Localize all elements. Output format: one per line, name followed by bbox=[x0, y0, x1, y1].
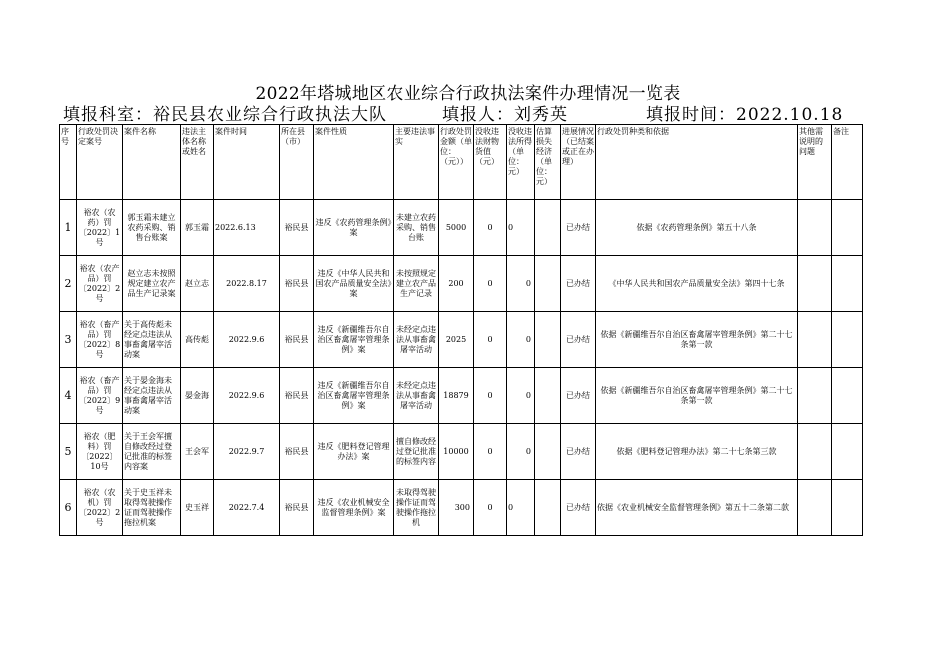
cell-economic-loss bbox=[535, 424, 561, 480]
cell-nature: 违反《新疆维吾尔自治区畜禽屠宰管理条例》案 bbox=[314, 312, 394, 368]
cell-case-name: 关于史玉祥未取得驾驶操作证而驾驶操作拖拉机案 bbox=[123, 480, 181, 536]
reporter: 填报人：刘秀英 bbox=[442, 105, 568, 125]
cell-progress: 已办结 bbox=[561, 424, 596, 480]
cell-nature: 违反《肥料登记管理办法》案 bbox=[314, 424, 394, 480]
cell-confiscated-gains: 0 bbox=[507, 312, 535, 368]
cell-facts: 未经定点违法从事畜禽屠宰活动 bbox=[394, 368, 439, 424]
cell-seq: 6 bbox=[60, 480, 77, 536]
cell-facts: 未按照规定建立农产品生产记录 bbox=[394, 256, 439, 312]
cell-economic-loss bbox=[535, 480, 561, 536]
cell-penalty-basis: 依据《肥料登记管理办法》第二十七条第三款 bbox=[596, 424, 798, 480]
table-row bbox=[60, 312, 863, 368]
header-case-time: 案件时间 bbox=[214, 125, 280, 200]
cell-case-name: 关于高传彪未经定点违法从事畜禽屠宰活动案 bbox=[123, 312, 181, 368]
cell-county: 裕民县 bbox=[280, 480, 314, 536]
cell-subject: 王会军 bbox=[181, 424, 214, 480]
cell-other-issues bbox=[798, 312, 832, 368]
cell-seq: 2 bbox=[60, 256, 77, 312]
cell-confiscated-gains: 0 bbox=[507, 368, 535, 424]
cell-fine: 2025 bbox=[439, 312, 474, 368]
header-decision-no: 行政处罚决定案号 bbox=[77, 125, 123, 200]
cell-case-name: 郭玉霜未建立农药采购、销售台账案 bbox=[123, 200, 181, 256]
header-facts: 主要违法事实 bbox=[394, 125, 439, 200]
cell-subject: 晏金海 bbox=[181, 368, 214, 424]
header-confiscated-gains: 没收违法所得（单位：元） bbox=[507, 125, 535, 200]
cell-fine: 10000 bbox=[439, 424, 474, 480]
cell-facts: 未取得驾驶操作证而驾驶操作拖拉机 bbox=[394, 480, 439, 536]
cell-decision-no: 裕农（农产品）罚〔2022〕2号 bbox=[77, 256, 123, 312]
header-seq: 序号 bbox=[60, 125, 77, 200]
cell-progress: 已办结 bbox=[561, 368, 596, 424]
cell-economic-loss bbox=[535, 368, 561, 424]
header-remark: 备注 bbox=[832, 125, 863, 200]
page-title: 2022年塔城地区农业综合行政执法案件办理情况一览表 bbox=[255, 84, 681, 104]
header-case-name: 案件名称 bbox=[123, 125, 181, 200]
cell-progress: 已办结 bbox=[561, 200, 596, 256]
cell-economic-loss bbox=[535, 256, 561, 312]
header-county: 所在县（市） bbox=[280, 125, 314, 200]
table-row bbox=[60, 256, 863, 312]
cell-other-issues bbox=[798, 200, 832, 256]
cell-confiscated-gains: 0 bbox=[507, 424, 535, 480]
header-economic-loss: 估算损失经济（单位：元） bbox=[535, 125, 561, 200]
cell-progress: 已办结 bbox=[561, 312, 596, 368]
cell-seq: 3 bbox=[60, 312, 77, 368]
cell-case-time: 2022.7.4 bbox=[214, 480, 280, 536]
cell-facts: 擅自修改经过登记批准的标签内容 bbox=[394, 424, 439, 480]
cell-confiscated-goods: 0 bbox=[474, 480, 507, 536]
report-date: 填报时间：2022.10.18 bbox=[646, 105, 844, 125]
cell-penalty-basis: 依据《新疆维吾尔自治区畜禽屠宰管理条例》第二十七条第一款 bbox=[596, 368, 798, 424]
header-subject: 违法主体名称或姓名 bbox=[181, 125, 214, 200]
cell-decision-no: 裕农（畜产品）罚〔2022〕8号 bbox=[77, 312, 123, 368]
cell-fine: 300 bbox=[439, 480, 474, 536]
cell-economic-loss bbox=[535, 200, 561, 256]
cell-seq: 1 bbox=[60, 200, 77, 256]
cell-fine: 5000 bbox=[439, 200, 474, 256]
cell-county: 裕民县 bbox=[280, 312, 314, 368]
header-other-issues: 其他需说明的问题 bbox=[798, 125, 832, 200]
cell-penalty-basis: 依据《农药管理条例》第五十八条 bbox=[596, 200, 798, 256]
table-row bbox=[60, 424, 863, 480]
cell-remark bbox=[832, 424, 863, 480]
cell-case-time: 2022.6.13 bbox=[214, 200, 280, 256]
cell-remark bbox=[832, 368, 863, 424]
table-header-row bbox=[60, 125, 863, 200]
cell-other-issues bbox=[798, 424, 832, 480]
cell-confiscated-goods: 0 bbox=[474, 368, 507, 424]
cell-remark bbox=[832, 480, 863, 536]
cell-confiscated-gains: 0 bbox=[507, 200, 535, 256]
cell-county: 裕民县 bbox=[280, 256, 314, 312]
cell-other-issues bbox=[798, 368, 832, 424]
cell-subject: 史玉祥 bbox=[181, 480, 214, 536]
cell-nature: 违反《农药管理条例》案 bbox=[314, 200, 394, 256]
cell-subject: 赵立志 bbox=[181, 256, 214, 312]
cell-other-issues bbox=[798, 256, 832, 312]
cell-case-name: 关于王会军擅自修改经过登记批准的标签内容案 bbox=[123, 424, 181, 480]
cell-seq: 5 bbox=[60, 424, 77, 480]
cell-other-issues bbox=[798, 480, 832, 536]
cell-county: 裕民县 bbox=[280, 424, 314, 480]
cell-nature: 违反《农业机械安全监督管理条例》案 bbox=[314, 480, 394, 536]
cell-penalty-basis: 《中华人民共和国农产品质量安全法》第四十七条 bbox=[596, 256, 798, 312]
cell-fine: 18879 bbox=[439, 368, 474, 424]
cell-nature: 违反《新疆维吾尔自治区畜禽屠宰管理条例》案 bbox=[314, 368, 394, 424]
cell-decision-no: 裕农（畜产品）罚〔2022〕9号 bbox=[77, 368, 123, 424]
cell-facts: 未建立农药采购、销售台账 bbox=[394, 200, 439, 256]
table-row bbox=[60, 368, 863, 424]
cell-progress: 已办结 bbox=[561, 480, 596, 536]
cell-confiscated-gains: 0 bbox=[507, 480, 535, 536]
cell-decision-no: 裕农（农机）罚〔2022〕2号 bbox=[77, 480, 123, 536]
cell-case-time: 2022.9.7 bbox=[214, 424, 280, 480]
cell-county: 裕民县 bbox=[280, 368, 314, 424]
cell-county: 裕民县 bbox=[280, 200, 314, 256]
cell-confiscated-gains: 0 bbox=[507, 256, 535, 312]
case-table bbox=[59, 124, 863, 536]
cell-subject: 高传彪 bbox=[181, 312, 214, 368]
cell-fine: 200 bbox=[439, 256, 474, 312]
cell-remark bbox=[832, 256, 863, 312]
cell-case-name: 赵立志未按照规定建立农产品生产记录案 bbox=[123, 256, 181, 312]
cell-confiscated-goods: 0 bbox=[474, 200, 507, 256]
table-row bbox=[60, 480, 863, 536]
cell-remark bbox=[832, 200, 863, 256]
header-progress: 进展情况（已结案或正在办理） bbox=[561, 125, 596, 200]
cell-economic-loss bbox=[535, 312, 561, 368]
cell-case-time: 2022.9.6 bbox=[214, 368, 280, 424]
cell-confiscated-goods: 0 bbox=[474, 312, 507, 368]
cell-confiscated-goods: 0 bbox=[474, 424, 507, 480]
header-nature: 案件性质 bbox=[314, 125, 394, 200]
cell-facts: 未经定点违法从事畜禽屠宰活动 bbox=[394, 312, 439, 368]
cell-nature: 违反《中华人民共和国农产品质量安全法》案 bbox=[314, 256, 394, 312]
cell-decision-no: 裕农（肥料）罚〔2022〕10号 bbox=[77, 424, 123, 480]
cell-remark bbox=[832, 312, 863, 368]
cell-case-time: 2022.8.17 bbox=[214, 256, 280, 312]
cell-progress: 已办结 bbox=[561, 256, 596, 312]
header-penalty-basis: 行政处罚种类和依据 bbox=[596, 125, 798, 200]
header-confiscated-goods: 没收违法财物货值（元） bbox=[474, 125, 507, 200]
cell-case-time: 2022.9.6 bbox=[214, 312, 280, 368]
cell-seq: 4 bbox=[60, 368, 77, 424]
cell-penalty-basis: 依据《农业机械安全监督管理条例》第五十二条第二款 bbox=[596, 480, 798, 536]
table-row bbox=[60, 200, 863, 256]
header-fine: 行政处罚金额（单位：（元）） bbox=[439, 125, 474, 200]
cell-decision-no: 裕农（农药）罚〔2022〕1号 bbox=[77, 200, 123, 256]
cell-penalty-basis: 依据《新疆维吾尔自治区畜禽屠宰管理条例》第二十七条第一款 bbox=[596, 312, 798, 368]
cell-subject: 郭玉霜 bbox=[181, 200, 214, 256]
cell-case-name: 关于晏金海未经定点违法从事畜禽屠宰活动案 bbox=[123, 368, 181, 424]
cell-confiscated-goods: 0 bbox=[474, 256, 507, 312]
reporting-unit: 填报科室：裕民县农业综合行政执法大队 bbox=[63, 105, 387, 125]
